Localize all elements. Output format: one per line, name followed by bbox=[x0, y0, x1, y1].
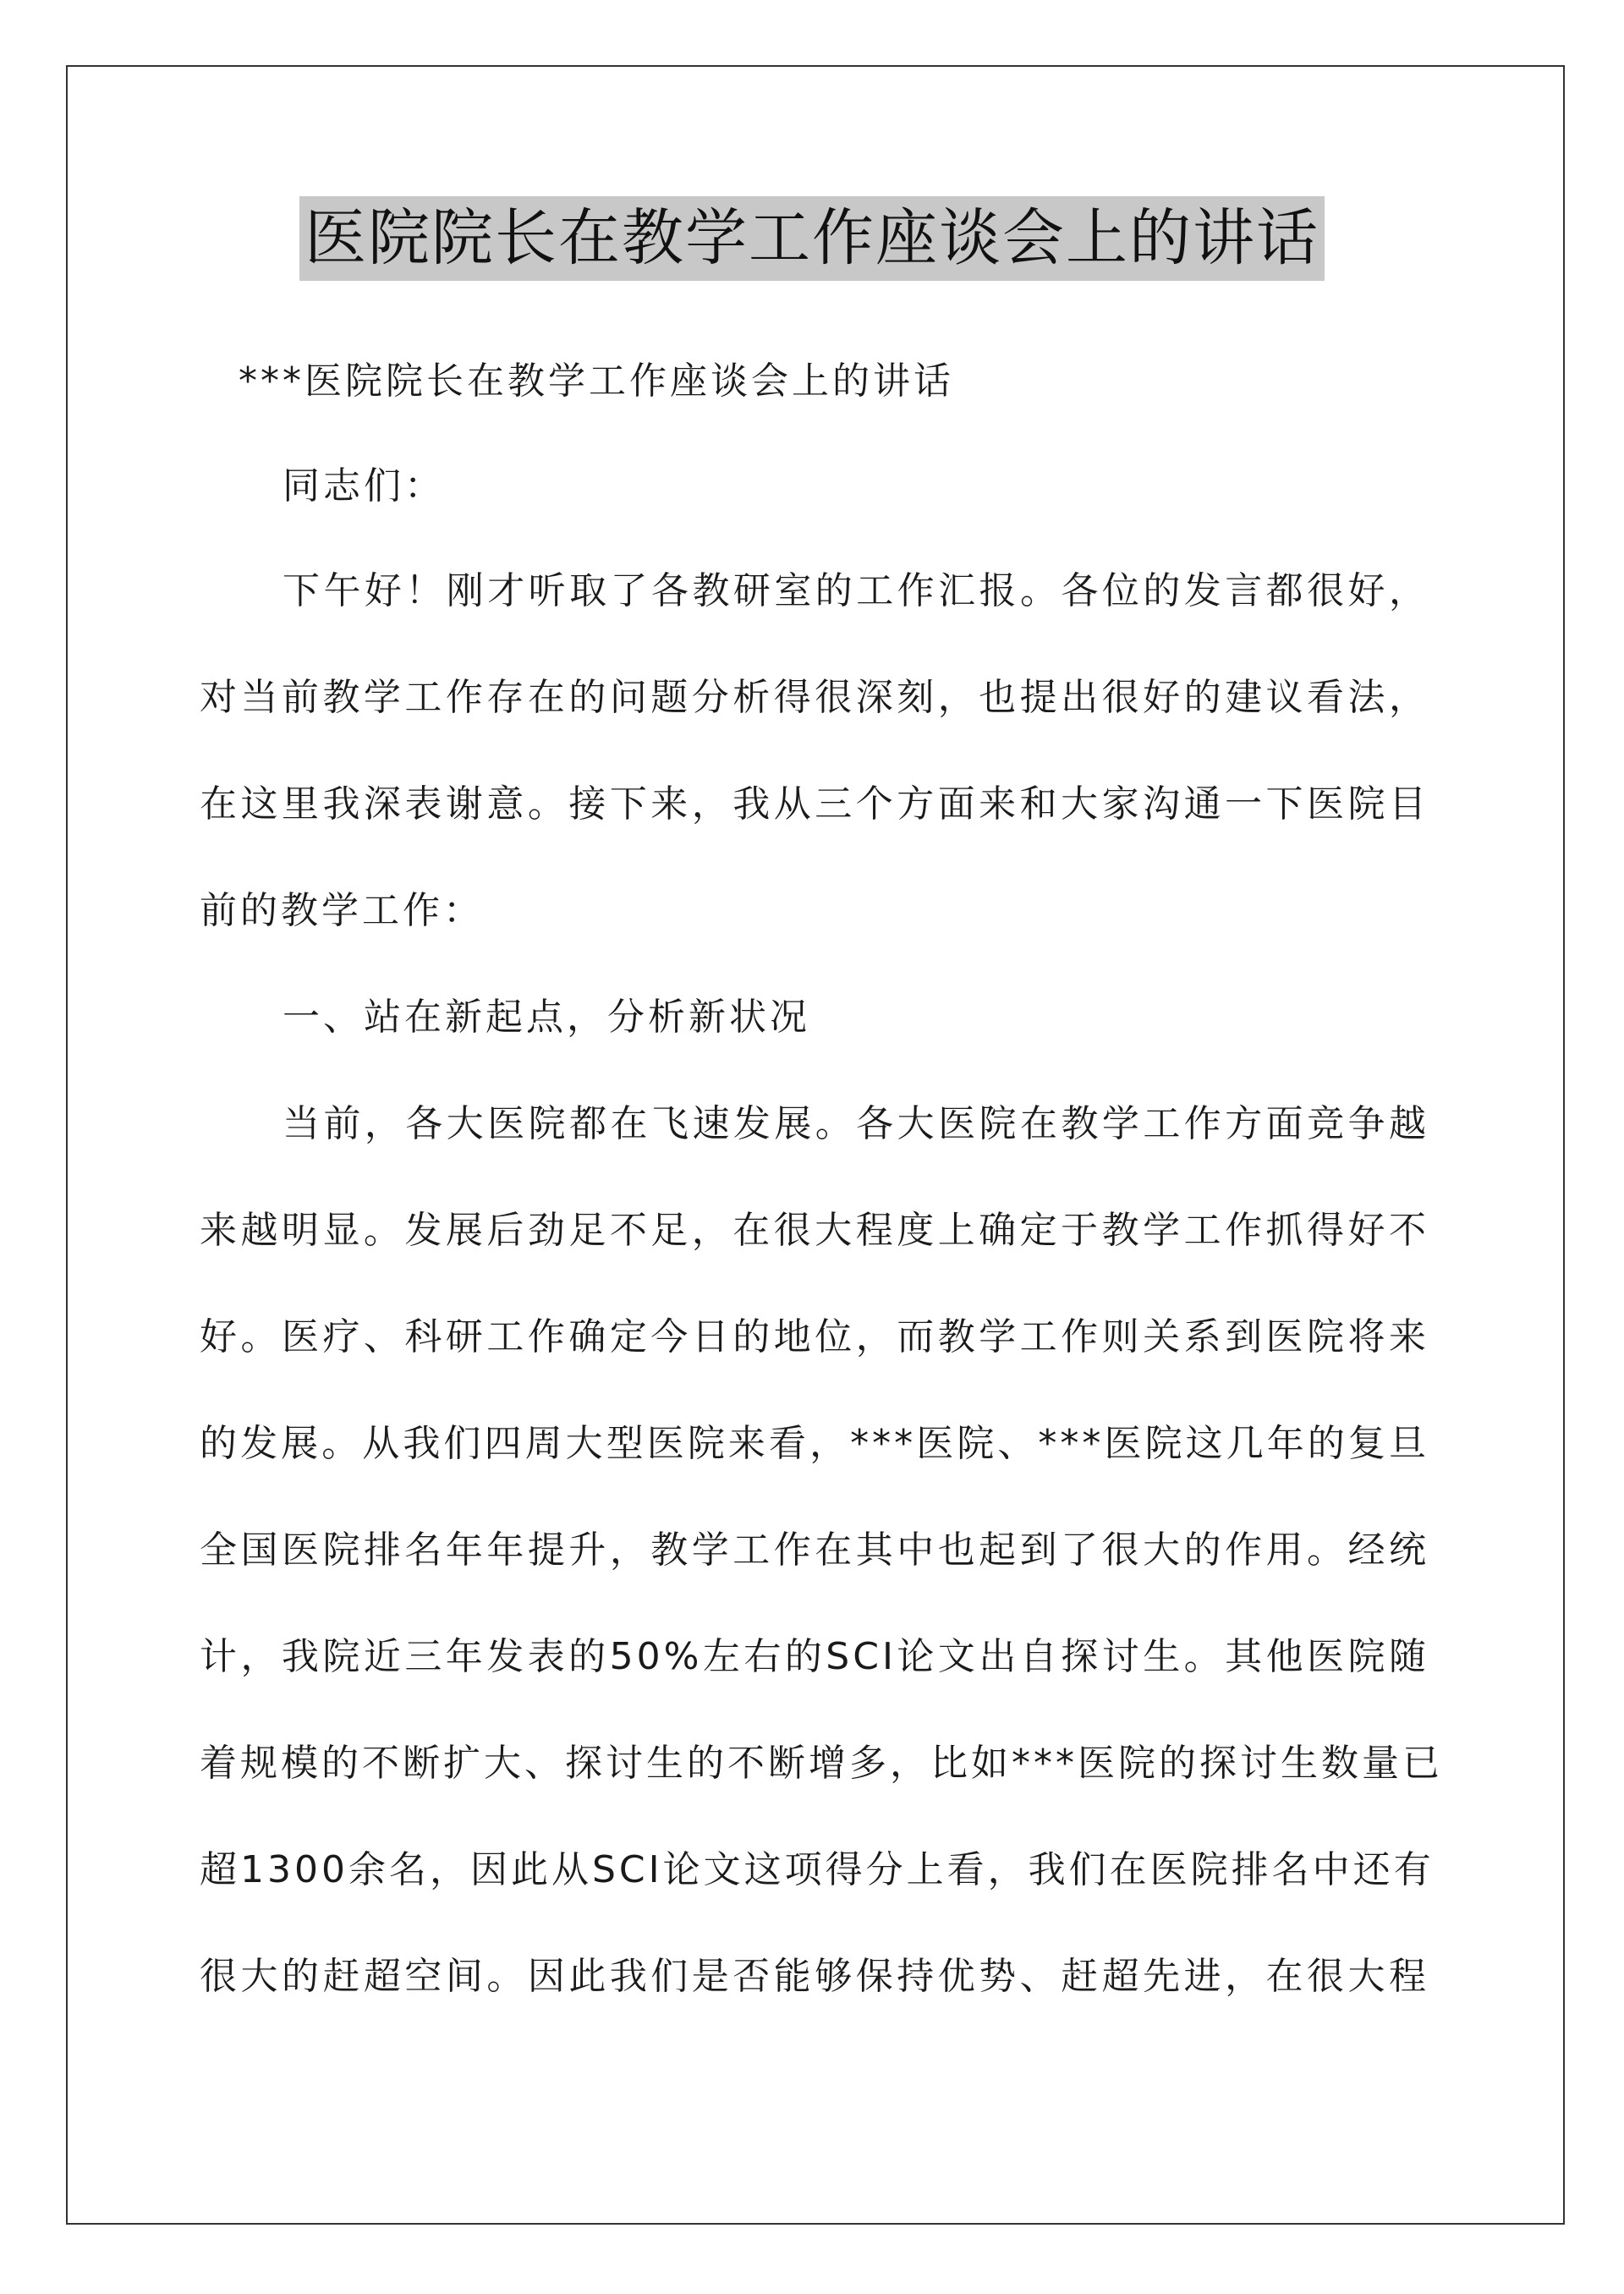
title-container bbox=[0, 196, 1624, 281]
paragraph-line: 对当前教学工作存在的问题分析得很深刻，也提出很好的建议看法， bbox=[200, 676, 1429, 719]
section-heading: 一、站在新起点，分析新状况 bbox=[283, 996, 810, 1039]
paragraph-line: 在这里我深表谢意。接下来，我从三个方面来和大家沟通一下医院目 bbox=[200, 782, 1429, 826]
paragraph-line: 好。医疗、科研工作确定今日的地位，而教学工作则关系到医院将来 bbox=[200, 1315, 1429, 1358]
document-title: 医院院长在教学工作座谈会上的讲话 bbox=[299, 196, 1325, 281]
paragraph-line: 着规模的不断扩大、探讨生的不断增多，比如***医院的探讨生数量已 bbox=[200, 1742, 1443, 1785]
paragraph-line: 下午好！刚才听取了各教研室的工作汇报。各位的发言都很好， bbox=[283, 569, 1429, 612]
paragraph-line: 全国医院排名年年提升，教学工作在其中也起到了很大的作用。经统 bbox=[200, 1528, 1429, 1572]
paragraph-line: 当前，各大医院都在飞速发展。各大医院在教学工作方面竞争越 bbox=[283, 1102, 1429, 1145]
greeting: 同志们： bbox=[283, 464, 445, 508]
paragraph-line: 前的教学工作： bbox=[200, 889, 484, 932]
paragraph-line: 超1300余名，因此从SCI论文这项得分上看，我们在医院排名中还有 bbox=[200, 1848, 1435, 1891]
document-subtitle: ***医院院长在教学工作座谈会上的讲话 bbox=[239, 359, 954, 403]
paragraph-line: 很大的赶超空间。因此我们是否能够保持优势、赶超先进，在很大程 bbox=[200, 1955, 1429, 1998]
paragraph-line: 的发展。从我们四周大型医院来看，***医院、***医院这几年的复旦 bbox=[200, 1422, 1429, 1465]
paragraph-line: 计，我院近三年发表的50%左右的SCI论文出自探讨生。其他医院随 bbox=[200, 1635, 1429, 1678]
paragraph-line: 来越明显。发展后劲足不足，在很大程度上确定于教学工作抓得好不 bbox=[200, 1209, 1429, 1252]
